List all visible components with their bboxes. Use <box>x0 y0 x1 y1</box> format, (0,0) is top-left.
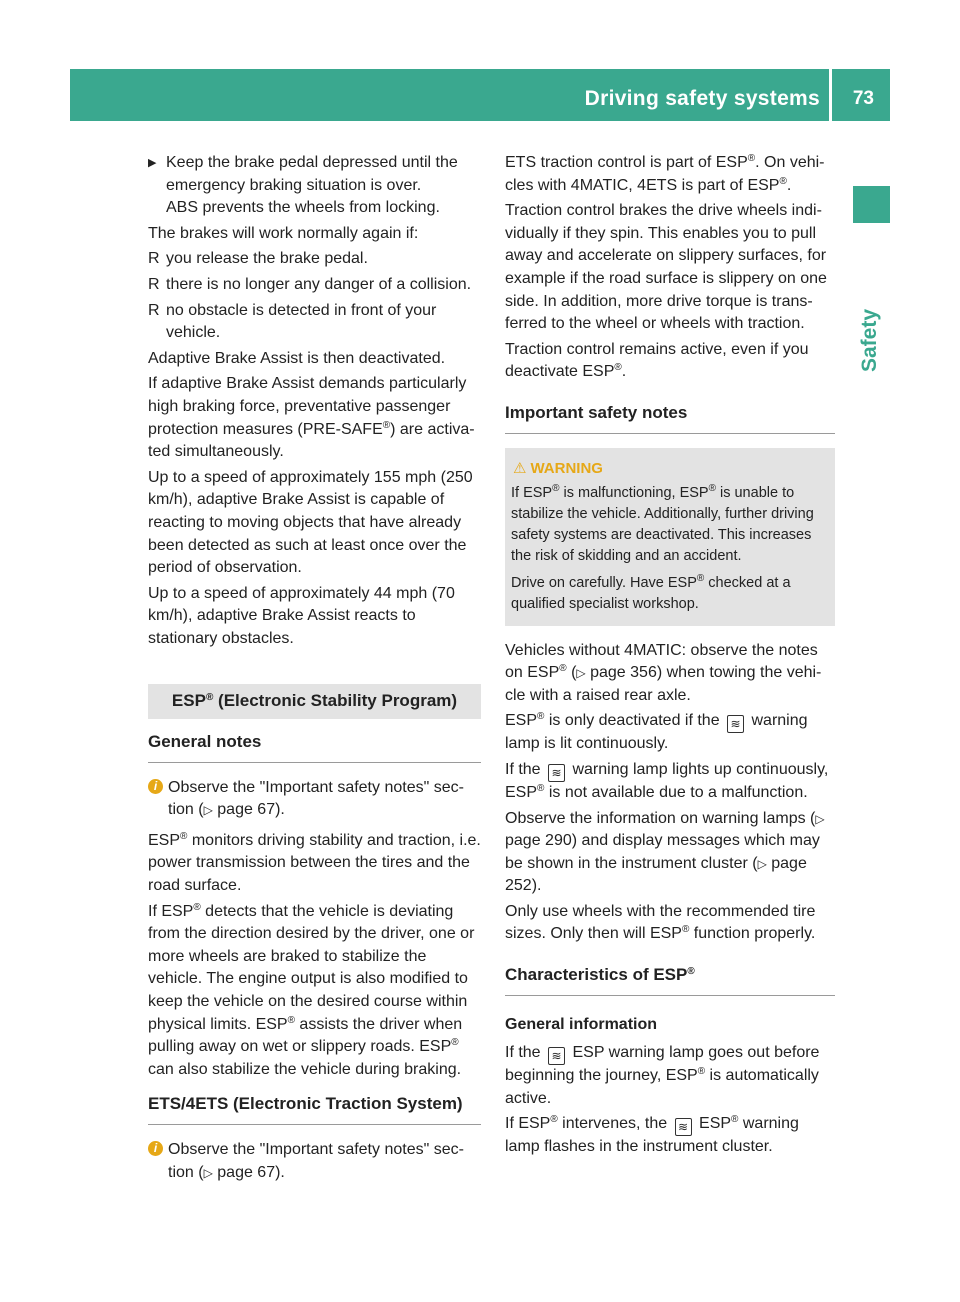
esp-warning-lamp-icon: ≋ <box>548 764 565 782</box>
right-column <box>505 152 835 1162</box>
info-note: i Observe the "Important safety notes" section (▷ page 67). <box>148 1139 481 1184</box>
page-ref-arrow-icon: ▷ <box>757 856 767 871</box>
info-icon: i <box>148 1141 163 1156</box>
para-esp-intervenes: If ESP® intervenes, the ≋ ESP® warning lamp flashes in the instrument cluster. <box>505 1114 799 1156</box>
esp-section-heading: ESP® (Electronic Stability Program) <box>148 684 481 719</box>
esp-off-warning-lamp-icon: ≋ <box>727 715 744 733</box>
esp-warning-lamp-icon: ≋ <box>675 1118 692 1136</box>
warning-text: Drive on carefully. Have ESP® checked at a qualified specialist workshop. <box>511 572 791 612</box>
list-item: R you release the brake pedal. <box>148 248 481 271</box>
side-tab-label: Safety <box>858 308 881 372</box>
para-wheels: Only use wheels with the recommended tire sizes. Only then will ESP® function properly. <box>505 902 816 943</box>
warning-triangle-icon: ⚠ <box>513 459 527 477</box>
general-notes-heading: General notes <box>148 731 481 763</box>
page-ref-link[interactable]: page 67). <box>217 1163 285 1181</box>
bullet-icon: R <box>148 301 160 319</box>
left-column <box>148 152 481 1192</box>
page-section-title: Driving safety systems <box>584 87 820 110</box>
esp-warning-lamp-icon: ≋ <box>548 1047 565 1065</box>
para-remains-active: Traction control remains active, even if you deactivate ESP®. <box>505 340 809 381</box>
header-bar <box>70 69 890 121</box>
list-item: R no obstacle is detected in front of your vehicle. <box>148 301 437 342</box>
list-item: R there is no longer any danger of a collision. <box>148 274 481 297</box>
warning-heading: ⚠ WARNING <box>513 459 603 477</box>
important-safety-heading: Important safety notes <box>505 402 835 434</box>
para-155-mph: Up to a speed of approximately 155 mph (250 km/h), adaptive Brake Assist is capable of reacting to moving objects that have already been detected as such at least once over the period of observation. <box>148 468 473 577</box>
para-lamp-continuous: If the ≋ warning lamp lights up continuously, ESP® is not available due to a malfunction. <box>505 760 829 801</box>
normal-intro: The brakes will work normally again if: <box>148 224 419 242</box>
bullet-icon: R <box>148 275 160 293</box>
page-ref-arrow-icon: ▷ <box>576 666 586 681</box>
side-tab-block <box>853 186 890 223</box>
para-deactivated-lamp: ESP® is only deactivated if the ≋ warning lamp is lit continuously. <box>505 711 808 753</box>
info-icon: i <box>148 779 163 794</box>
bullet-icon: R <box>148 250 160 268</box>
para-observe-lamps: Observe the information on warning lamps (▷ page 290) and display messages which may be shown in the instrument cluster (▷ page 252). <box>505 809 825 895</box>
para-lamp-goes-out: If the ≋ ESP warning lamp goes out before beginning the journey, ESP® is automatically active. <box>505 1044 820 1107</box>
para-towing: Vehicles without 4MATIC: observe the notes on ESP® (▷ page 356) when towing the vehicle with a raised rear axle. <box>505 641 822 704</box>
page-ref-arrow-icon: ▷ <box>203 1165 213 1180</box>
page-ref-arrow-icon: ▷ <box>203 803 213 818</box>
page-ref-arrow-icon: ▷ <box>815 811 825 826</box>
para-traction: Traction control brakes the drive wheels individually if they spin. This enables you to pull away and accelerate on slippery surfaces, for example if the road surface is slippery on one side. In addition, more drive torque is transferred to the wheel or wheels with traction. <box>505 202 827 333</box>
warning-text: If ESP® is malfunctioning, ESP® is unable to stabilize the vehicle. Additionally, further driving safety systems are deactivated. This increases the risk of skidding and an accident. <box>511 482 814 564</box>
warning-box <box>505 448 835 626</box>
para-esp-monitors: ESP® monitors driving stability and traction, i.e. power transmission between the tires and the road surface. <box>148 830 481 895</box>
para-44-mph: Up to a speed of approximately 44 mph (70 km/h), adaptive Brake Assist reacts to stationary obstacles. <box>148 584 455 647</box>
header-divider <box>829 69 832 121</box>
characteristics-heading: Characteristics of ESP® <box>505 964 835 996</box>
page-ref-link[interactable]: page 67). <box>217 801 285 819</box>
step-keep-brake: ▶ Keep the brake pedal depressed until the emergency braking situation is over. ABS prevents the wheels from locking. <box>148 152 481 220</box>
para-braking-force: If adaptive Brake Assist demands particularly high braking force, preventative passenger protection measures (PRE-SAFE®) are activated simultaneously. <box>148 375 475 461</box>
para-ets: ETS traction control is part of ESP®. On vehicles with 4MATIC, 4ETS is part of ESP®. <box>505 153 825 194</box>
para-esp-deviation: If ESP® detects that the vehicle is deviating from the direction desired by the driver, one or more wheels are braked to stabilize the vehicle. The engine output is also modified to keep the vehicle on the desired course within physical limits. ESP® assists the driver when pulling away on wet or slippery roads. ESP® can also stabilize the vehicle during braking. <box>148 901 475 1078</box>
info-note: i Observe the "Important safety notes" section (▷ page 67). <box>148 777 481 822</box>
general-information-heading: General information <box>505 1015 658 1033</box>
para-deactivated: Adaptive Brake Assist is then deactivated. <box>148 349 446 367</box>
page-number: 73 <box>852 88 874 109</box>
ets-heading: ETS/4ETS (Electronic Traction System) <box>148 1093 481 1125</box>
